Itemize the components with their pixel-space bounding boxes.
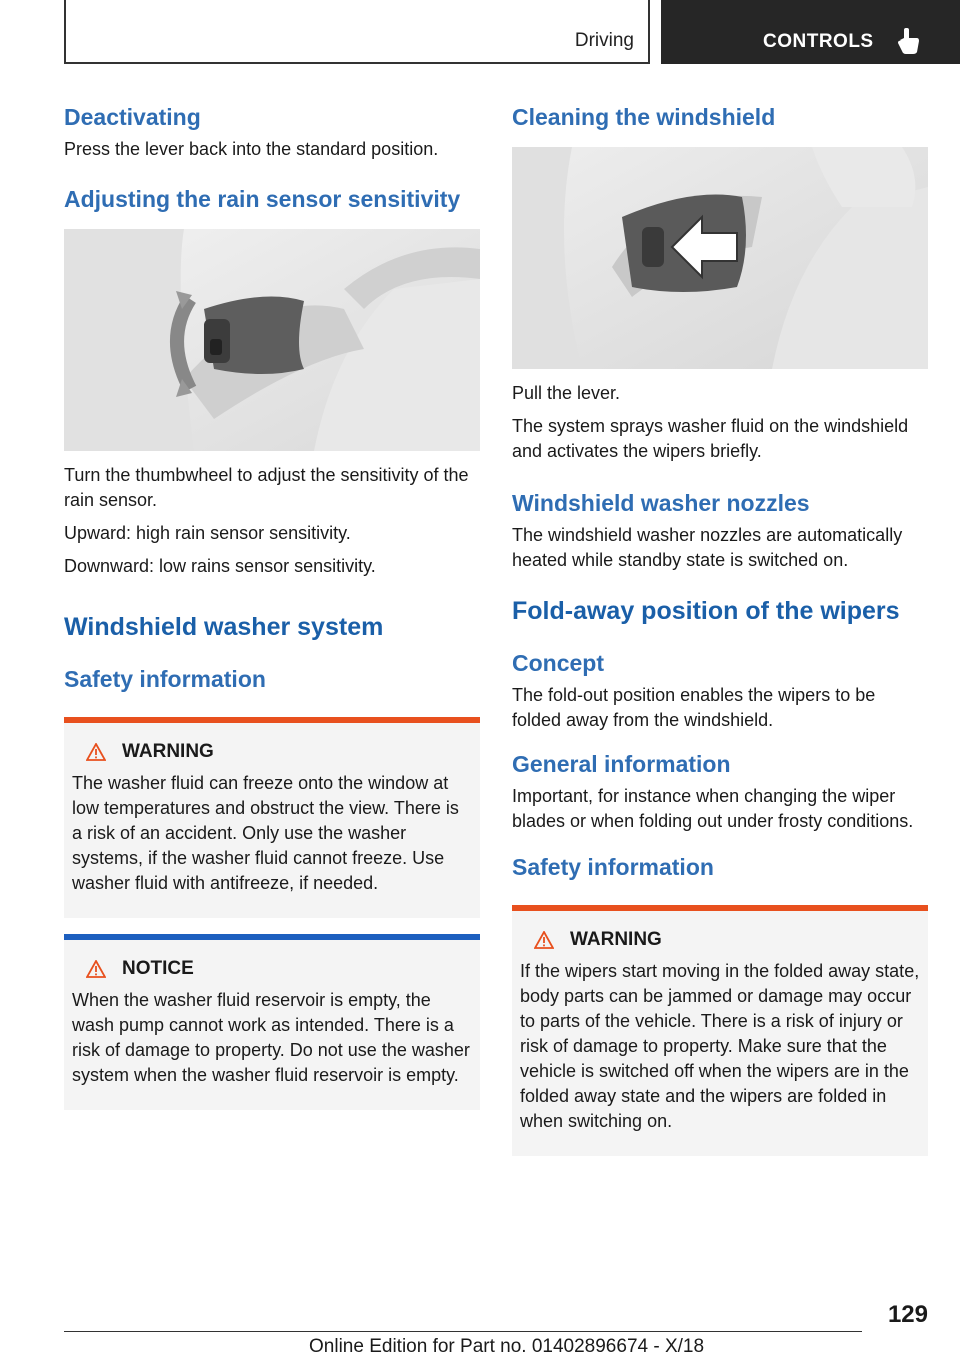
rain-text-2: Upward: high rain sensor sensitivity. [64,523,351,543]
header-section-title: Driving [574,30,634,51]
general-info-text: Important, for instance when changing the wiper blades or when folding out under frosty conditions. [512,786,914,831]
deactivating-text: Press the lever back into the standard position. [64,139,439,159]
rain-sensor-illustration [64,229,480,451]
header-section-box [64,0,650,64]
right-warning-text: If the wipers start moving in the folded away state, body parts can be jammed or damage may occur to parts of the vehicle. There is a risk of injury or risk of damage to property. Make sure that the vehicle is switched off when the wipers are in the folded away state and the wipers are folded in when switching on. [520,961,920,1131]
rain-sensor-photo [64,229,480,451]
notice-box [64,934,480,1110]
hand-pointer-icon [895,26,921,56]
page-number: 129 [887,1301,928,1328]
footer-edition: Online Edition for Part no. 01402896674 - X/18 [309,1336,705,1357]
general-info-heading: General information [512,751,731,777]
notice-bar [64,934,480,940]
right-safety-heading: Safety information [512,854,714,880]
notice-text: When the washer fluid reservoir is empty, the wash pump cannot work as intended. There is a risk of damage to property. Do not use the washer system when the washer fluid reservoir is empty. [72,990,470,1085]
right-warning-box [512,905,928,1156]
nozzles-text: The windshield washer nozzles are automatically heated while standby state is switched on. [512,525,903,570]
right-column [512,100,928,1156]
left-warning-box [64,717,480,918]
deactivating-heading: Deactivating [64,104,201,130]
header-chapter-title: CONTROLS [763,31,874,52]
notice-triangle-icon [86,960,106,978]
right-warning-triangle-icon [534,931,554,949]
left-warning-title: WARNING [122,741,214,762]
rain-text-3: Downward: low rains sensor sensitivity. [64,556,376,576]
right-warning-title: WARNING [570,929,662,950]
header-chapter-tab [661,0,960,64]
rain-sensor-heading: Adjusting the rain sensor sensitivity [64,186,461,212]
warning-triangle-icon [86,743,106,761]
left-safety-heading: Safety information [64,666,266,692]
cleaning-illustration [512,147,928,369]
concept-text: The fold-out position enables the wipers to be folded away from the windshield. [512,685,876,730]
washer-system-heading: Windshield washer system [64,613,384,641]
footer-rule [64,1331,862,1332]
left-column [64,100,480,1110]
cleaning-text-1: Pull the lever. [512,383,621,403]
concept-heading: Concept [512,650,604,676]
left-warning-text: The washer fluid can freeze onto the window at low temperatures and obstruct the view. There is a risk of an accident. Only use the washer systems, if the washer fluid cannot freeze. Use washer fluid with antifreeze, if needed. [72,773,459,893]
cleaning-photo [512,147,928,369]
cleaning-text-2: The system sprays washer fluid on the windshield and activates the wipers briefly. [512,416,909,461]
foldaway-heading: Fold-away position of the wipers [512,597,900,625]
right-warning-bar [512,905,928,911]
cleaning-heading: Cleaning the windshield [512,104,776,130]
notice-title: NOTICE [122,958,194,979]
warning-bar [64,717,480,723]
nozzles-heading: Windshield washer nozzles [512,490,810,516]
rain-text-1: Turn the thumbwheel to adjust the sensitivity of the rain sensor. [64,465,469,510]
